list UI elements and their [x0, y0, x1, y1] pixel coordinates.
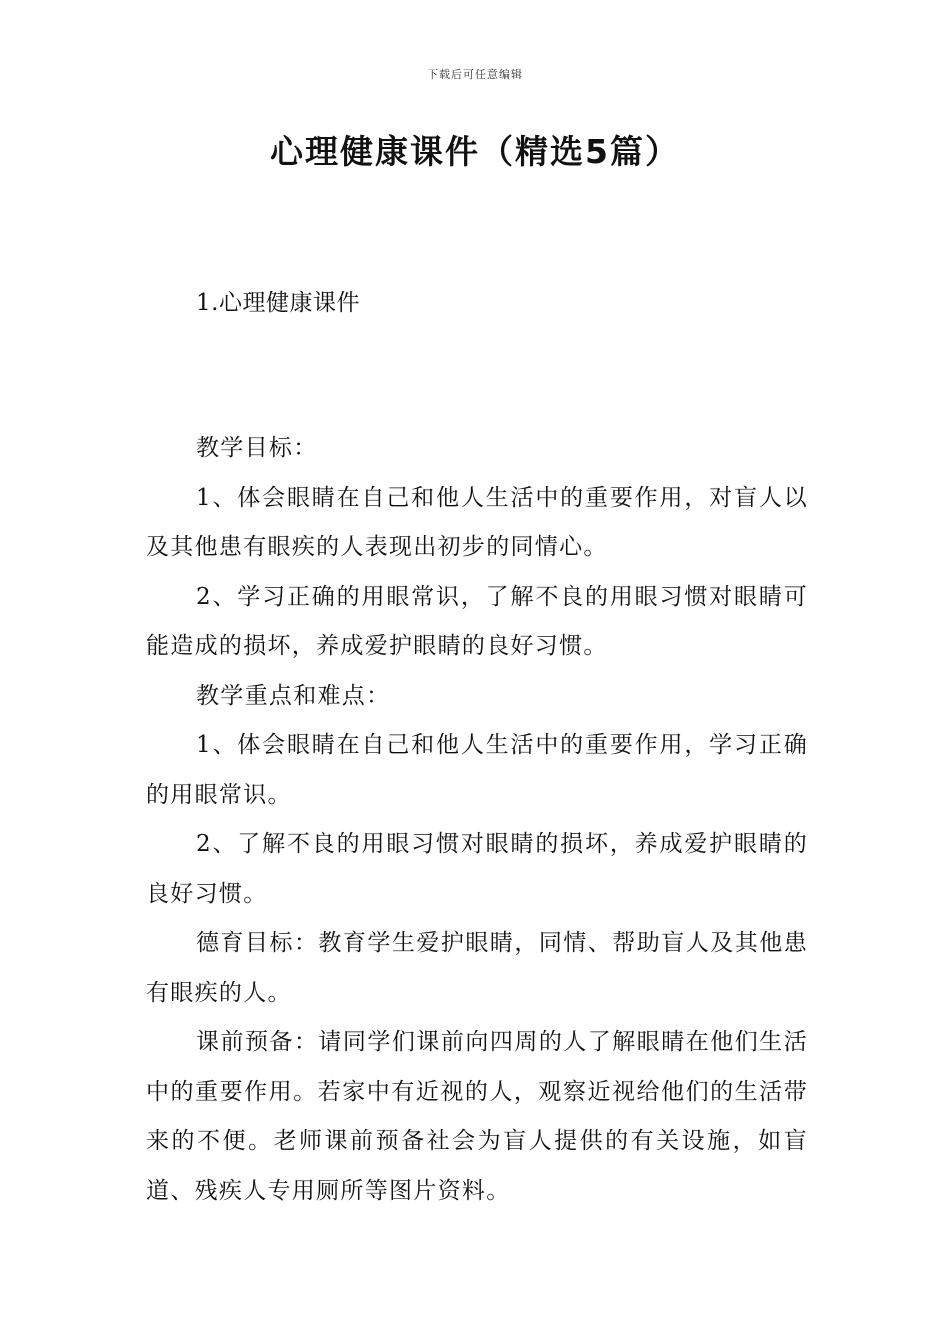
paragraph-key-point-1: 1、体会眼睛在自己和他人生活中的重要作用，学习正确的用眼常识。	[146, 732, 808, 808]
document-title: 心理健康课件（精选5篇）	[270, 132, 680, 171]
paragraph-moral-goal: 德育目标：教育学生爱护眼睛，同情、帮助盲人及其他患有眼疾的人。	[146, 930, 808, 1006]
paragraph-goal-1: 1、体会眼睛在自己和他人生活中的重要作用，对盲人以及其他患有眼疾的人表现出初步的同情心。	[146, 484, 808, 560]
paragraph-goal-2: 2、学习正确的用眼常识，了解不良的用眼习惯对眼睛可能造成的损坏，养成爱护眼睛的良好习惯。	[146, 583, 808, 659]
document-body	[146, 424, 808, 1216]
paragraph-key-point-2: 2、了解不良的用眼习惯对眼睛的损坏，养成爱护眼睛的良好习惯。	[146, 831, 808, 907]
paragraph-preparation: 课前预备：请同学们课前向四周的人了解眼睛在他们生活中的重要作用。若家中有近视的人，观察近视给他们的生活带来的不便。老师课前预备社会为盲人提供的有关设施，如盲道、残疾人专用厕所等图片资料。	[146, 1029, 808, 1204]
paragraph-teaching-goals-label: 教学目标：	[196, 435, 318, 461]
section-heading: 1.心理健康课件	[196, 290, 360, 316]
header-note: 下载后可任意编辑	[427, 68, 523, 81]
paragraph-key-points-label: 教学重点和难点：	[196, 682, 391, 709]
